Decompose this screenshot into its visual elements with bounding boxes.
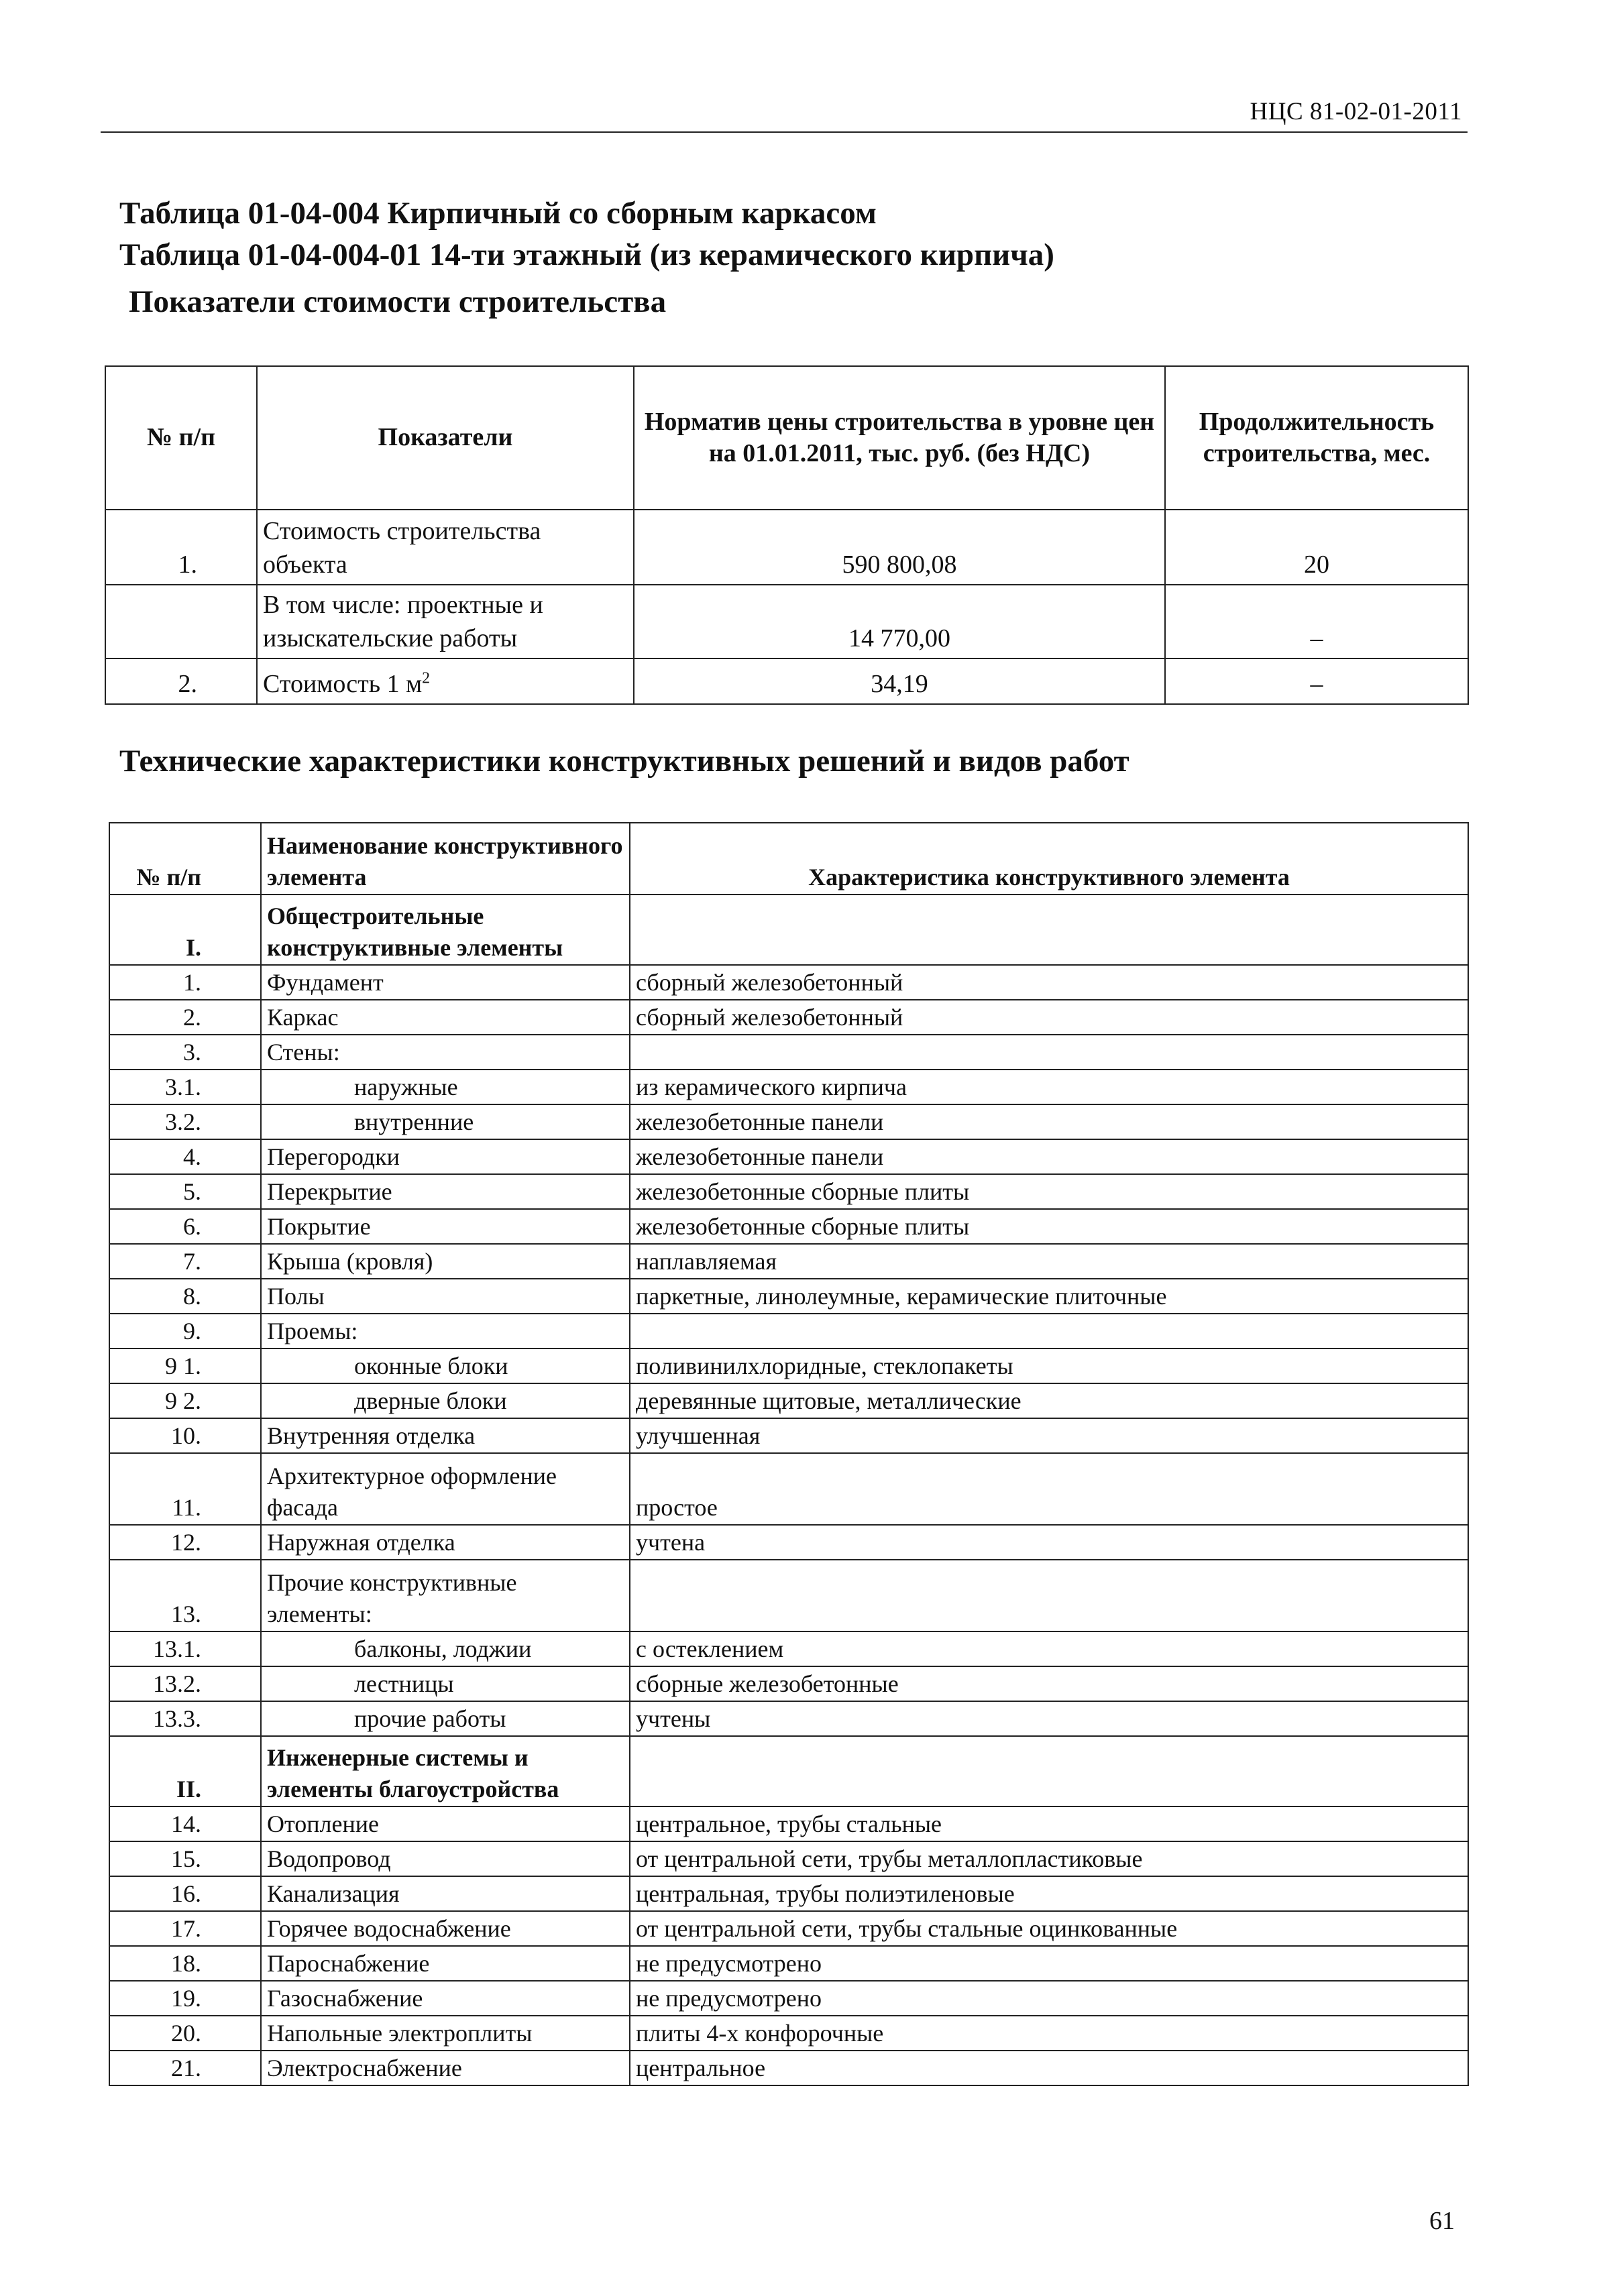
table-subtitle: Таблица 01-04-004-01 14-ти этажный (из керамического кирпича) bbox=[119, 237, 1054, 272]
element-name: Фундамент bbox=[261, 965, 630, 1000]
element-description: с остеклением bbox=[630, 1631, 1468, 1666]
table-row bbox=[109, 1070, 1468, 1104]
element-name: Горячее водоснабжение bbox=[261, 1911, 630, 1946]
table-row bbox=[109, 1174, 1468, 1209]
row-number: 13.2. bbox=[109, 1666, 261, 1701]
table-row bbox=[105, 585, 1468, 658]
row-number: 13. bbox=[109, 1560, 261, 1631]
table-row bbox=[109, 1104, 1468, 1139]
element-name: Прочие конструктивные элементы: bbox=[261, 1560, 630, 1631]
row-number: 19. bbox=[109, 1981, 261, 2016]
element-description bbox=[630, 895, 1468, 965]
element-name: Стены: bbox=[261, 1035, 630, 1070]
column-header: Продолжительность строительства, мес. bbox=[1165, 366, 1468, 510]
row-number: 17. bbox=[109, 1911, 261, 1946]
element-name: Электроснабжение bbox=[261, 2051, 630, 2085]
element-description: железобетонные сборные плиты bbox=[630, 1209, 1468, 1244]
table-row bbox=[109, 1139, 1468, 1174]
element-description: центральное bbox=[630, 2051, 1468, 2085]
table-row bbox=[109, 1560, 1468, 1631]
cost-indicators-table bbox=[105, 365, 1469, 705]
row-number: I. bbox=[109, 895, 261, 965]
row-number: 18. bbox=[109, 1946, 261, 1981]
column-header: Показатели bbox=[257, 366, 634, 510]
element-name: Внутренняя отделка bbox=[261, 1418, 630, 1453]
element-name: Покрытие bbox=[261, 1209, 630, 1244]
table-row bbox=[109, 1701, 1468, 1736]
element-description: деревянные щитовые, металлические bbox=[630, 1383, 1468, 1418]
table-row bbox=[109, 1279, 1468, 1314]
table-row bbox=[109, 1453, 1468, 1525]
element-description: железобетонные панели bbox=[630, 1139, 1468, 1174]
element-name: Напольные электроплиты bbox=[261, 2016, 630, 2051]
row-number: 15. bbox=[109, 1841, 261, 1876]
price-value: 34,19 bbox=[634, 658, 1165, 704]
element-name: Газоснабжение bbox=[261, 1981, 630, 2016]
element-description bbox=[630, 1736, 1468, 1806]
table-row bbox=[109, 1418, 1468, 1453]
element-name: Пароснабжение bbox=[261, 1946, 630, 1981]
table-body bbox=[109, 895, 1468, 2085]
element-name: Перегородки bbox=[261, 1139, 630, 1174]
price-value: 590 800,08 bbox=[634, 510, 1165, 585]
table-row bbox=[105, 510, 1468, 585]
row-number: II. bbox=[109, 1736, 261, 1806]
element-name: Водопровод bbox=[261, 1841, 630, 1876]
row-number: 12. bbox=[109, 1525, 261, 1560]
duration-value: – bbox=[1165, 585, 1468, 658]
element-description: паркетные, линолеумные, керамические плиточные bbox=[630, 1279, 1468, 1314]
element-name: Крыша (кровля) bbox=[261, 1244, 630, 1279]
row-number: 1. bbox=[105, 510, 257, 585]
element-name: Полы bbox=[261, 1279, 630, 1314]
column-header: Наименование конструктивного элемента bbox=[261, 823, 630, 895]
element-name: Перекрытие bbox=[261, 1174, 630, 1209]
row-number: 16. bbox=[109, 1876, 261, 1911]
indicator-name: В том числе: проектные и изыскательские работы bbox=[257, 585, 634, 658]
table-row bbox=[109, 1348, 1468, 1383]
element-name: Отопление bbox=[261, 1806, 630, 1841]
row-number: 3.1. bbox=[109, 1070, 261, 1104]
element-description: сборный железобетонный bbox=[630, 1000, 1468, 1035]
table-row bbox=[109, 1736, 1468, 1806]
indicator-name bbox=[257, 658, 634, 704]
table-row bbox=[109, 895, 1468, 965]
table-row bbox=[109, 1314, 1468, 1348]
element-name: Инженерные системы и элементы благоустройства bbox=[261, 1736, 630, 1806]
element-description bbox=[630, 1314, 1468, 1348]
table-row bbox=[109, 1806, 1468, 1841]
table-row bbox=[109, 1209, 1468, 1244]
row-number bbox=[105, 585, 257, 658]
document-code: НЦС 81-02-01-2011 bbox=[1250, 98, 1462, 125]
section-heading-cost: Показатели стоимости строительства bbox=[129, 284, 667, 319]
element-name: Каркас bbox=[261, 1000, 630, 1035]
table-row bbox=[109, 1525, 1468, 1560]
table-row bbox=[109, 1666, 1468, 1701]
element-name: прочие работы bbox=[261, 1701, 630, 1736]
element-description: плиты 4-х конфорочные bbox=[630, 2016, 1468, 2051]
element-description: учтены bbox=[630, 1701, 1468, 1736]
row-number: 1. bbox=[109, 965, 261, 1000]
row-number: 2. bbox=[105, 658, 257, 704]
superscript: 2 bbox=[422, 669, 431, 687]
element-description: железобетонные сборные плиты bbox=[630, 1174, 1468, 1209]
element-description: центральное, трубы стальные bbox=[630, 1806, 1468, 1841]
element-name: оконные блоки bbox=[261, 1348, 630, 1383]
row-number: 8. bbox=[109, 1279, 261, 1314]
element-description bbox=[630, 1035, 1468, 1070]
element-description: не предусмотрено bbox=[630, 1981, 1468, 2016]
element-name: Архитектурное оформление фасада bbox=[261, 1453, 630, 1525]
element-name: балконы, лоджии bbox=[261, 1631, 630, 1666]
table-row bbox=[109, 1035, 1468, 1070]
price-value: 14 770,00 bbox=[634, 585, 1165, 658]
row-number: 2. bbox=[109, 1000, 261, 1035]
element-name: Проемы: bbox=[261, 1314, 630, 1348]
row-number: 20. bbox=[109, 2016, 261, 2051]
row-number: 11. bbox=[109, 1453, 261, 1525]
row-number: 14. bbox=[109, 1806, 261, 1841]
element-description: учтена bbox=[630, 1525, 1468, 1560]
table-row bbox=[109, 1876, 1468, 1911]
table-row bbox=[109, 1244, 1468, 1279]
row-number: 21. bbox=[109, 2051, 261, 2085]
row-number: 9 1. bbox=[109, 1348, 261, 1383]
row-number: 4. bbox=[109, 1139, 261, 1174]
table-row bbox=[109, 1000, 1468, 1035]
column-header: № п/п bbox=[109, 823, 261, 895]
table-row bbox=[109, 1631, 1468, 1666]
row-number: 7. bbox=[109, 1244, 261, 1279]
column-header: Характеристика конструктивного элемента bbox=[630, 823, 1468, 895]
row-number: 6. bbox=[109, 1209, 261, 1244]
row-number: 9. bbox=[109, 1314, 261, 1348]
element-name: Общестроительные конструктивные элементы bbox=[261, 895, 630, 965]
table-row bbox=[109, 965, 1468, 1000]
technical-characteristics-table bbox=[109, 822, 1469, 2086]
element-description: сборные железобетонные bbox=[630, 1666, 1468, 1701]
element-description: простое bbox=[630, 1453, 1468, 1525]
table-title: Таблица 01-04-004 Кирпичный со сборным каркасом bbox=[119, 196, 877, 231]
element-description: из керамического кирпича bbox=[630, 1070, 1468, 1104]
table-header-row bbox=[109, 823, 1468, 895]
row-number: 3.2. bbox=[109, 1104, 261, 1139]
element-name: Наружная отделка bbox=[261, 1525, 630, 1560]
section-heading-technical: Технические характеристики конструктивных решений и видов работ bbox=[119, 744, 1129, 779]
element-name: лестницы bbox=[261, 1666, 630, 1701]
element-description: улучшенная bbox=[630, 1418, 1468, 1453]
row-number: 13.1. bbox=[109, 1631, 261, 1666]
duration-value: 20 bbox=[1165, 510, 1468, 585]
element-name: Канализация bbox=[261, 1876, 630, 1911]
table-row bbox=[109, 1383, 1468, 1418]
table-row bbox=[109, 1911, 1468, 1946]
table-row bbox=[109, 2051, 1468, 2085]
table-row bbox=[109, 1946, 1468, 1981]
table-row bbox=[109, 1981, 1468, 2016]
element-description bbox=[630, 1560, 1468, 1631]
element-description: поливинилхлоридные, стеклопакеты bbox=[630, 1348, 1468, 1383]
page-number: 61 bbox=[1429, 2207, 1455, 2235]
row-number: 13.3. bbox=[109, 1701, 261, 1736]
element-name: дверные блоки bbox=[261, 1383, 630, 1418]
row-number: 3. bbox=[109, 1035, 261, 1070]
indicator-name: Стоимость строительства объекта bbox=[257, 510, 634, 585]
page-header bbox=[101, 94, 1468, 133]
element-description: не предусмотрено bbox=[630, 1946, 1468, 1981]
element-name: наружные bbox=[261, 1070, 630, 1104]
column-header: Норматив цены строительства в уровне цен на 01.01.2011, тыс. руб. (без НДС) bbox=[634, 366, 1165, 510]
row-number: 5. bbox=[109, 1174, 261, 1209]
table-row bbox=[109, 2016, 1468, 2051]
table-row bbox=[105, 658, 1468, 704]
element-description: железобетонные панели bbox=[630, 1104, 1468, 1139]
element-description: наплавляемая bbox=[630, 1244, 1468, 1279]
row-number: 10. bbox=[109, 1418, 261, 1453]
indicator-name-text: Стоимость 1 м bbox=[263, 669, 423, 698]
element-description: от центральной сети, трубы металлопластиковые bbox=[630, 1841, 1468, 1876]
table-header-row bbox=[105, 366, 1468, 510]
column-header: № п/п bbox=[105, 366, 257, 510]
row-number: 9 2. bbox=[109, 1383, 261, 1418]
element-description: центральная, трубы полиэтиленовые bbox=[630, 1876, 1468, 1911]
duration-value: – bbox=[1165, 658, 1468, 704]
element-description: сборный железобетонный bbox=[630, 965, 1468, 1000]
element-description: от центральной сети, трубы стальные оцинкованные bbox=[630, 1911, 1468, 1946]
table-row bbox=[109, 1841, 1468, 1876]
element-name: внутренние bbox=[261, 1104, 630, 1139]
